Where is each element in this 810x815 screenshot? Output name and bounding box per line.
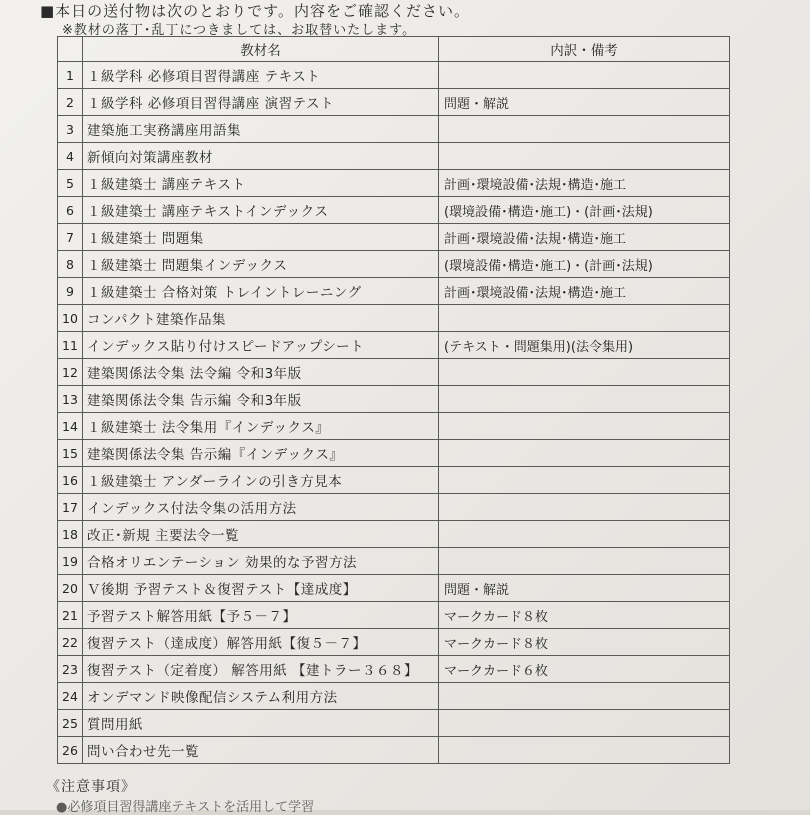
row-number: 4	[58, 143, 83, 170]
row-number: 15	[58, 440, 83, 467]
row-note	[439, 116, 730, 143]
row-material-name: 質問用紙	[83, 710, 439, 737]
row-number: 8	[58, 251, 83, 278]
row-material-name: 建築関係法令集 法令編 令和3年版	[83, 359, 439, 386]
row-number: 2	[58, 89, 83, 116]
row-note	[439, 413, 730, 440]
materials-table-wrap	[57, 36, 729, 764]
row-note: 問題・解説	[439, 575, 730, 602]
table-row	[58, 413, 730, 440]
table-row	[58, 224, 730, 251]
row-note	[439, 62, 730, 89]
row-number: 5	[58, 170, 83, 197]
row-note: マークカード６枚	[439, 656, 730, 683]
row-number: 22	[58, 629, 83, 656]
row-number: 26	[58, 737, 83, 764]
replacement-note: ※教材の落丁･乱丁につきましては、お取替いたします。	[62, 23, 417, 38]
row-material-name: インデックス付法令集の活用方法	[83, 494, 439, 521]
precautions-title: 《注意事項》	[46, 779, 136, 795]
row-note: (環境設備･構造･施工)・(計画･法規)	[439, 251, 730, 278]
row-note	[439, 494, 730, 521]
table-row	[58, 305, 730, 332]
row-material-name: １級建築士 講座テキストインデックス	[83, 197, 439, 224]
row-number: 16	[58, 467, 83, 494]
row-number: 18	[58, 521, 83, 548]
row-material-name: 改正･新規 主要法令一覧	[83, 521, 439, 548]
row-number: 12	[58, 359, 83, 386]
table-row	[58, 683, 730, 710]
row-number: 3	[58, 116, 83, 143]
row-material-name: 新傾向対策講座教材	[83, 143, 439, 170]
row-note: (環境設備･構造･施工)・(計画･法規)	[439, 197, 730, 224]
row-note	[439, 305, 730, 332]
row-number: 13	[58, 386, 83, 413]
table-row	[58, 62, 730, 89]
row-note: 計画･環境設備･法規･構造･施工	[439, 170, 730, 197]
row-note	[439, 386, 730, 413]
row-material-name: １級建築士 法令集用『インデックス』	[83, 413, 439, 440]
table-row	[58, 197, 730, 224]
row-note: 計画･環境設備･法規･構造･施工	[439, 278, 730, 305]
row-material-name: Ｖ後期 予習テスト＆復習テスト【達成度】	[83, 575, 439, 602]
row-note	[439, 737, 730, 764]
row-note: 計画･環境設備･法規･構造･施工	[439, 224, 730, 251]
row-note	[439, 710, 730, 737]
table-row	[58, 710, 730, 737]
row-number: 17	[58, 494, 83, 521]
table-row	[58, 116, 730, 143]
row-material-name: １級建築士 問題集	[83, 224, 439, 251]
row-note: 問題・解説	[439, 89, 730, 116]
table-row	[58, 521, 730, 548]
table-row	[58, 359, 730, 386]
table-row	[58, 629, 730, 656]
row-note	[439, 440, 730, 467]
table-row	[58, 440, 730, 467]
row-note	[439, 521, 730, 548]
row-material-name: １級建築士 アンダーラインの引き方見本	[83, 467, 439, 494]
header-note: 内訳・備考	[439, 37, 730, 62]
row-material-name: １級学科 必修項目習得講座 演習テスト	[83, 89, 439, 116]
row-note: マークカード８枚	[439, 602, 730, 629]
row-material-name: １級建築士 講座テキスト	[83, 170, 439, 197]
row-material-name: １級建築士 合格対策 トレイントレーニング	[83, 278, 439, 305]
row-material-name: 復習テスト（達成度）解答用紙【復５－７】	[83, 629, 439, 656]
row-note	[439, 359, 730, 386]
table-header-row	[58, 37, 730, 62]
table-row	[58, 386, 730, 413]
row-number: 21	[58, 602, 83, 629]
row-number: 10	[58, 305, 83, 332]
table-row	[58, 494, 730, 521]
row-number: 14	[58, 413, 83, 440]
row-material-name: 建築関係法令集 告示編『インデックス』	[83, 440, 439, 467]
table-row	[58, 332, 730, 359]
table-row	[58, 251, 730, 278]
row-material-name: 建築施工実務講座用語集	[83, 116, 439, 143]
table-row	[58, 143, 730, 170]
row-number: 24	[58, 683, 83, 710]
row-number: 25	[58, 710, 83, 737]
row-note	[439, 467, 730, 494]
row-number: 23	[58, 656, 83, 683]
row-note: (テキスト・問題集用)(法令集用)	[439, 332, 730, 359]
row-number: 7	[58, 224, 83, 251]
row-material-name: オンデマンド映像配信システム利用方法	[83, 683, 439, 710]
header-no	[58, 37, 83, 62]
row-material-name: １級学科 必修項目習得講座 テキスト	[83, 62, 439, 89]
row-note	[439, 683, 730, 710]
header-line: ■本日の送付物は次のとおりです。内容をご確認ください。	[40, 2, 470, 20]
table-row	[58, 548, 730, 575]
table-row	[58, 467, 730, 494]
row-material-name: 予習テスト解答用紙【予５－７】	[83, 602, 439, 629]
row-number: 19	[58, 548, 83, 575]
row-number: 6	[58, 197, 83, 224]
table-row	[58, 602, 730, 629]
row-material-name: コンパクト建築作品集	[83, 305, 439, 332]
row-number: 20	[58, 575, 83, 602]
row-note: マークカード８枚	[439, 629, 730, 656]
header-material-name: 教材名	[83, 37, 439, 62]
row-material-name: １級建築士 問題集インデックス	[83, 251, 439, 278]
table-row	[58, 737, 730, 764]
row-material-name: インデックス貼り付けスピードアップシート	[83, 332, 439, 359]
table-row	[58, 575, 730, 602]
row-number: 11	[58, 332, 83, 359]
row-material-name: 復習テスト（定着度） 解答用紙 【建トラー３６８】	[83, 656, 439, 683]
materials-table	[57, 36, 730, 764]
row-material-name: 建築関係法令集 告示編 令和3年版	[83, 386, 439, 413]
row-material-name: 合格オリエンテーション 効果的な予習方法	[83, 548, 439, 575]
table-row	[58, 278, 730, 305]
table-row	[58, 656, 730, 683]
row-note	[439, 143, 730, 170]
precaution-bullet: ●必修項目習得講座テキストを活用して学習	[56, 800, 315, 815]
table-row	[58, 89, 730, 116]
row-material-name: 問い合わせ先一覧	[83, 737, 439, 764]
row-number: 1	[58, 62, 83, 89]
table-body	[58, 62, 730, 764]
table-row	[58, 170, 730, 197]
row-number: 9	[58, 278, 83, 305]
row-note	[439, 548, 730, 575]
